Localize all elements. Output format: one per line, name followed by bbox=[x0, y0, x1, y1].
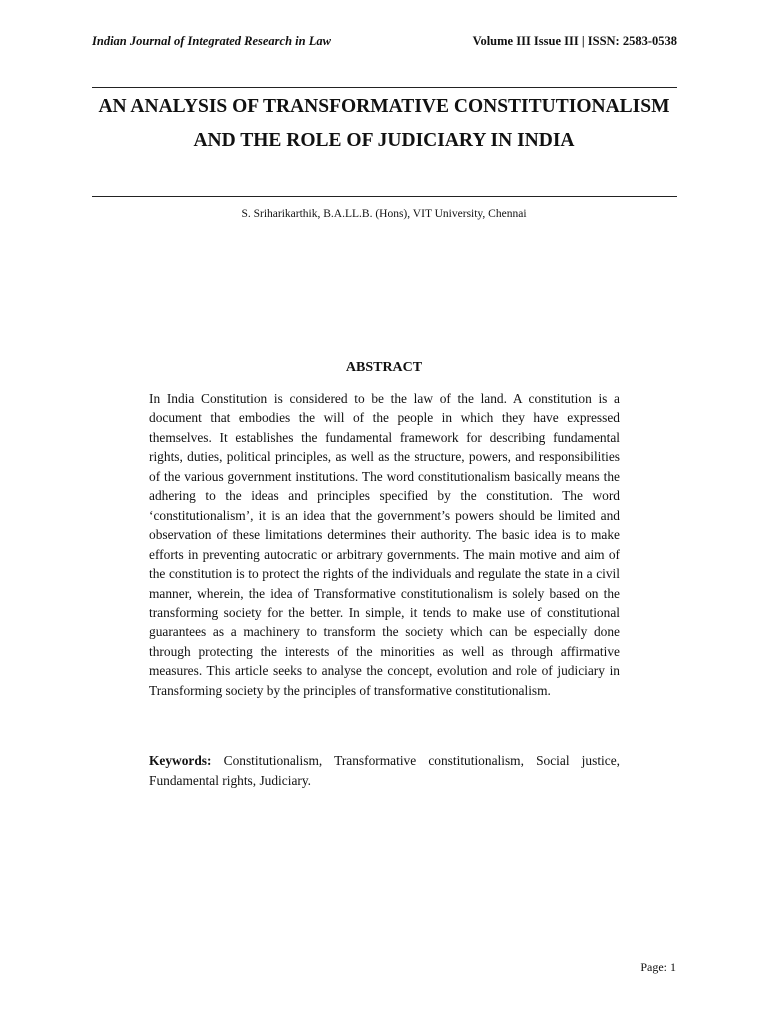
keywords-paragraph bbox=[149, 751, 620, 791]
volume-issn: Volume III Issue III | ISSN: 2583-0538 bbox=[472, 34, 677, 48]
keywords-text: Constitutionalism, Transformative constitutionalism, Social justice, Fundamental rights, Judiciary. bbox=[149, 753, 620, 788]
running-header bbox=[92, 34, 677, 52]
page-number: Page: 1 bbox=[640, 960, 676, 974]
author-line: S. Sriharikarthik, B.A.LL.B. (Hons), VIT University, Chennai bbox=[241, 208, 527, 220]
abstract-body: In India Constitution is considered to be the law of the land. A constitution is a document that embodies the will of the people in which they have expressed themselves. It establishes the fundamental framework for describing fundamental rights, duties, political principles, as well as the structure, powers, and responsibilities of the various government institutions. The word constitutionalism basically means the adhering to the ideas and principles specified by the constitution. The word ‘constitutionalism’, it is an idea that the government’s powers should be limited and observation of these limitations determines their authority. The basic idea is to make efforts in preventing autocratic or arbitrary governments. The main motive and aim of the constitution is to protect the rights of the individuals and regulate the state in a civil manner, wherein, the idea of Transformative constitutionalism is solely based on the transforming society for the better. In simple, it tends to make use of constitutional guarantees as a machinery to transform the society which can be especially done through protecting the interests of the minorities as well as through affirmative measures. This article seeks to analyse the concept, evolution and role of judiciary in Transforming society by the principles of transformative constitutionalism. bbox=[149, 391, 620, 698]
title-top-rule bbox=[92, 87, 677, 88]
abstract-heading: ABSTRACT bbox=[345, 360, 423, 375]
keywords-label: Keywords: bbox=[149, 753, 212, 768]
journal-name: Indian Journal of Integrated Research in Law bbox=[92, 34, 331, 48]
title-bottom-rule bbox=[92, 196, 677, 197]
article-title: AN ANALYSIS OF TRANSFORMATIVE CONSTITUTIONALISM AND THE ROLE OF JUDICIARY IN INDIA bbox=[98, 96, 670, 151]
